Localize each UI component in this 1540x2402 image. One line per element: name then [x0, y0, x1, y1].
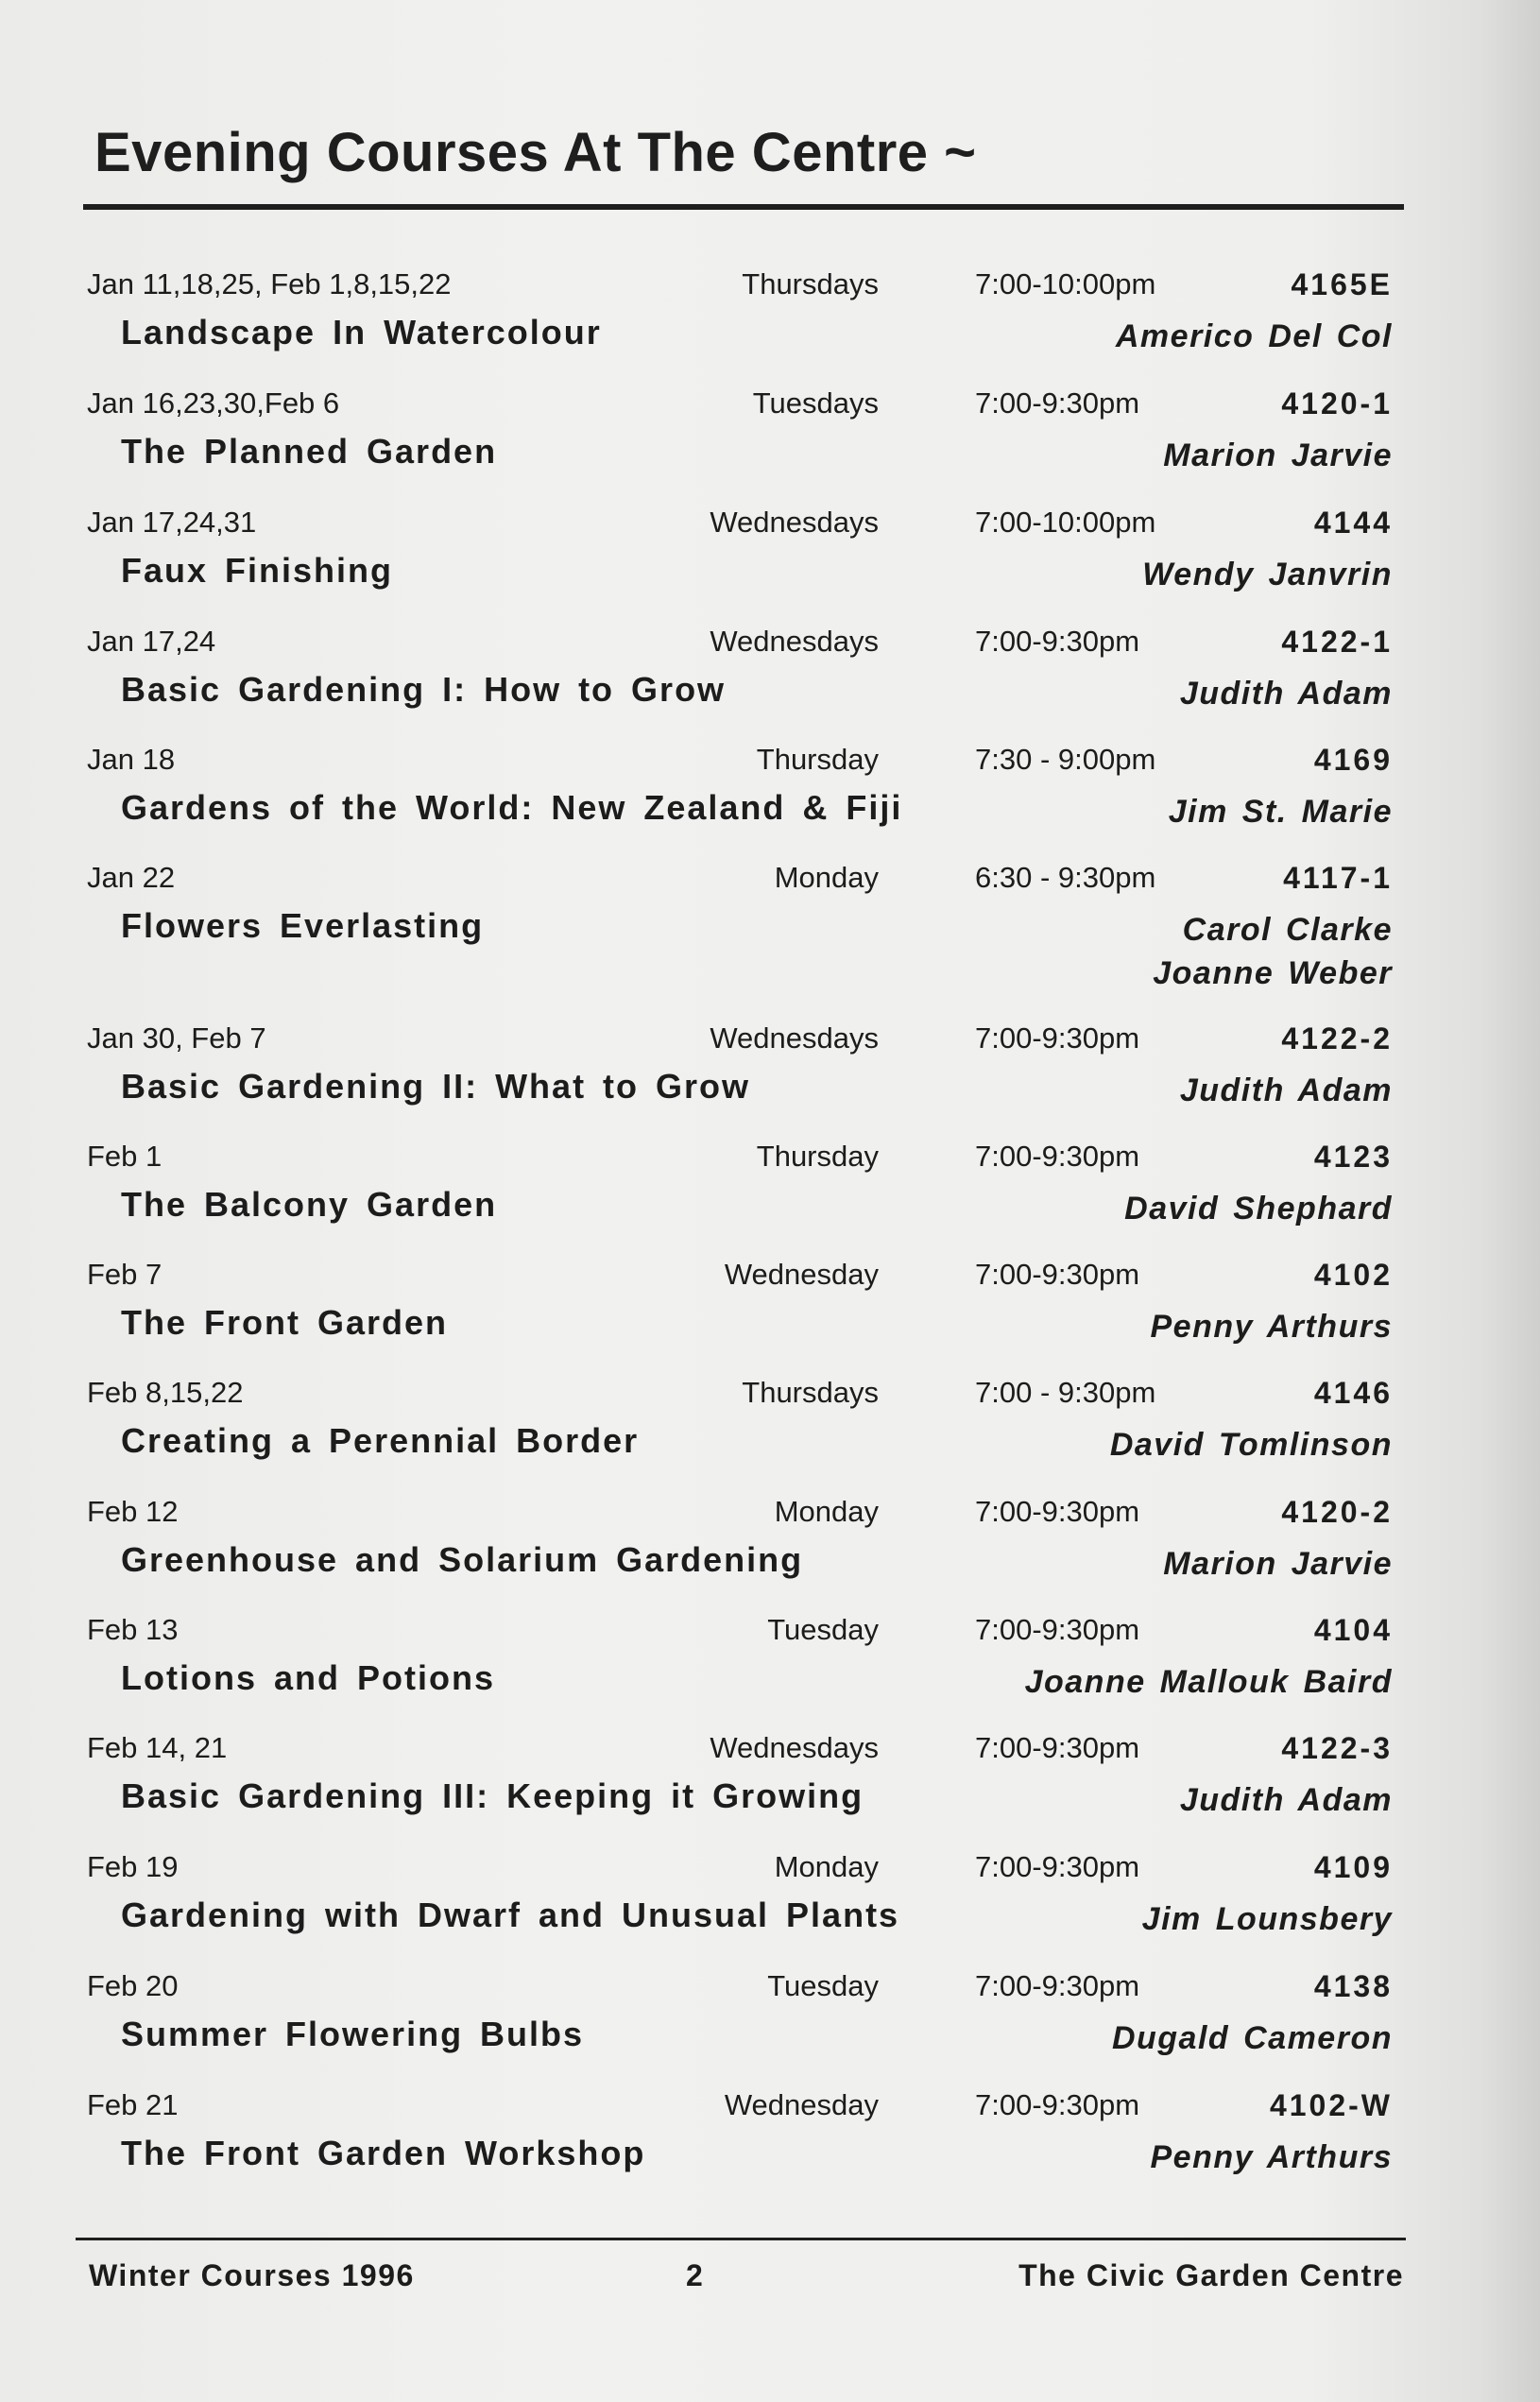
course-instructors: [1169, 790, 1393, 833]
footer-left: Winter Courses 1996: [89, 2258, 415, 2292]
course-code: 4146: [1313, 1376, 1393, 1410]
course-dates: Feb 19: [87, 1850, 179, 1883]
footer-right: The Civic Garden Centre: [1018, 2258, 1404, 2292]
course-instructors: [1110, 1423, 1393, 1467]
course-title: Gardens of the World: New Zealand & Fiji: [121, 788, 903, 827]
course-instructors: [1142, 1897, 1393, 1941]
course-instructors: [1150, 2136, 1393, 2179]
instructor-name: David Shephard: [1124, 1191, 1393, 1227]
course-day: Wednesdays: [710, 1021, 879, 1055]
course-title: The Planned Garden: [121, 432, 498, 471]
course-instructors: [1124, 1187, 1393, 1230]
course-code: 4165E: [1291, 267, 1393, 301]
course-dates: Feb 7: [87, 1258, 163, 1291]
course-dates: Jan 16,23,30,Feb 6: [87, 386, 340, 420]
course-entry: [0, 743, 1540, 856]
course-dates: Jan 17,24,31: [87, 506, 257, 539]
page-title: Evening Courses At The Centre ~: [94, 122, 977, 183]
course-dates: Jan 17,24: [87, 625, 216, 658]
course-day: Wednesday: [724, 1258, 879, 1291]
course-time: 7:00-9:30pm: [975, 1731, 1140, 1764]
course-title: Summer Flowering Bulbs: [121, 2015, 585, 2053]
instructor-name: Americo Del Col: [1115, 318, 1393, 354]
course-time: 7:00-9:30pm: [975, 1969, 1140, 2002]
course-time: 7:00-9:30pm: [975, 1850, 1140, 1883]
course-day: Wednesday: [724, 2088, 879, 2121]
course-title: Basic Gardening III: Keeping it Growing: [121, 1776, 864, 1815]
course-code: 4122-3: [1281, 1731, 1393, 1765]
instructor-name: Judith Adam: [1179, 676, 1393, 712]
course-entry: [0, 1969, 1540, 2083]
instructor-name: David Tomlinson: [1109, 1427, 1393, 1463]
course-entry: [0, 1731, 1540, 1844]
course-code: 4120-1: [1281, 386, 1393, 420]
course-instructors: [1180, 1069, 1393, 1112]
instructor-name: Wendy Janvrin: [1142, 557, 1393, 592]
course-instructors: [1180, 1778, 1393, 1822]
instructor-name: Penny Arthurs: [1150, 2139, 1393, 2175]
instructor-name: Marion Jarvie: [1163, 1546, 1393, 1582]
course-instructors: [1153, 908, 1393, 995]
course-time: 7:30 - 9:00pm: [975, 743, 1156, 776]
instructor-name: Marion Jarvie: [1163, 438, 1393, 473]
course-code: 4109: [1313, 1850, 1393, 1884]
course-entry: [0, 1140, 1540, 1253]
course-code: 4102: [1313, 1258, 1393, 1292]
course-dates: Feb 12: [87, 1495, 179, 1528]
course-entry: [0, 1613, 1540, 1726]
course-code: 4122-2: [1281, 1021, 1393, 1055]
course-title: Gardening with Dwarf and Unusual Plants: [121, 1896, 900, 1934]
course-time: 7:00-9:30pm: [975, 1140, 1140, 1173]
course-entry: [0, 2088, 1540, 2202]
course-instructors: [1112, 2016, 1393, 2060]
course-dates: Feb 13: [87, 1613, 179, 1646]
course-time: 7:00-9:30pm: [975, 625, 1140, 658]
course-time: 7:00-9:30pm: [975, 1258, 1140, 1291]
course-code: 4169: [1313, 743, 1393, 777]
course-entry: [0, 1258, 1540, 1371]
course-time: 7:00-9:30pm: [975, 1021, 1140, 1055]
course-day: Wednesdays: [710, 1731, 879, 1764]
course-entry: [0, 386, 1540, 500]
course-day: Tuesdays: [752, 386, 879, 420]
course-title: Faux Finishing: [121, 551, 394, 590]
instructor-name: Dugald Cameron: [1111, 2020, 1393, 2056]
course-day: Thursdays: [742, 267, 879, 300]
course-title: The Front Garden: [121, 1303, 449, 1342]
course-dates: Feb 21: [87, 2088, 179, 2121]
course-entry: [0, 861, 1540, 991]
course-day: Monday: [774, 1850, 879, 1883]
course-code: 4102-W: [1269, 2088, 1393, 2122]
footer-rule: [76, 2238, 1406, 2240]
course-day: Thursdays: [742, 1376, 879, 1409]
course-entry: [0, 1495, 1540, 1608]
instructor-name: Jim Lounsbery: [1141, 1901, 1393, 1937]
instructor-name: Carol Clarke: [1182, 912, 1393, 948]
course-day: Tuesday: [767, 1969, 879, 2002]
course-time: 6:30 - 9:30pm: [975, 861, 1156, 894]
course-dates: Feb 14, 21: [87, 1731, 228, 1764]
instructor-name: Judith Adam: [1179, 1782, 1393, 1818]
course-day: Monday: [774, 1495, 879, 1528]
course-day: Thursday: [756, 1140, 879, 1173]
course-code: 4104: [1313, 1613, 1393, 1647]
course-day: Monday: [774, 861, 879, 894]
course-time: 7:00-10:00pm: [975, 506, 1156, 539]
course-time: 7:00-9:30pm: [975, 1495, 1140, 1528]
course-entry: [0, 1376, 1540, 1489]
course-time: 7:00-9:30pm: [975, 1613, 1140, 1646]
course-title: Flowers Everlasting: [121, 906, 485, 945]
course-dates: Jan 30, Feb 7: [87, 1021, 266, 1055]
course-dates: Feb 1: [87, 1140, 163, 1173]
course-time: 7:00 - 9:30pm: [975, 1376, 1156, 1409]
course-time: 7:00-10:00pm: [975, 267, 1156, 300]
course-entry: [0, 1021, 1540, 1135]
course-entry: [0, 1850, 1540, 1964]
course-time: 7:00-9:30pm: [975, 386, 1140, 420]
course-day: Wednesdays: [710, 625, 879, 658]
course-title: The Front Garden Workshop: [121, 2134, 646, 2172]
course-day: Tuesday: [767, 1613, 879, 1646]
course-code: 4120-2: [1281, 1495, 1393, 1529]
course-entry: [0, 267, 1540, 381]
course-code: 4123: [1313, 1140, 1393, 1174]
instructor-name: Judith Adam: [1179, 1072, 1393, 1108]
course-title: Landscape In Watercolour: [121, 313, 602, 352]
course-instructors: [1163, 1542, 1393, 1586]
course-title: Lotions and Potions: [121, 1658, 495, 1697]
course-code: 4138: [1313, 1969, 1393, 2003]
course-title: Basic Gardening I: How to Grow: [121, 670, 727, 709]
course-instructors: [1142, 553, 1393, 596]
course-dates: Jan 18: [87, 743, 176, 776]
page-number: 2: [686, 2258, 705, 2292]
course-instructors: [1025, 1660, 1393, 1704]
course-title: Greenhouse and Solarium Gardening: [121, 1540, 804, 1579]
course-dates: Feb 20: [87, 1969, 179, 2002]
instructor-name: Joanne Weber: [1153, 955, 1393, 991]
instructor-name: Joanne Mallouk Baird: [1024, 1664, 1393, 1700]
course-dates: Jan 22: [87, 861, 176, 894]
course-code: 4122-1: [1281, 625, 1393, 659]
course-entry: [0, 506, 1540, 619]
course-day: Wednesdays: [710, 506, 879, 539]
course-instructors: [1150, 1305, 1393, 1348]
course-entry: [0, 625, 1540, 738]
course-instructors: [1163, 434, 1393, 477]
course-title: Basic Gardening II: What to Grow: [121, 1067, 751, 1106]
course-day: Thursday: [756, 743, 879, 776]
course-dates: Feb 8,15,22: [87, 1376, 244, 1409]
course-instructors: [1116, 315, 1393, 358]
course-instructors: [1180, 672, 1393, 715]
instructor-name: Jim St. Marie: [1168, 794, 1393, 830]
course-code: 4117-1: [1283, 861, 1393, 895]
course-code: 4144: [1313, 506, 1393, 540]
instructor-name: Penny Arthurs: [1150, 1309, 1393, 1345]
course-title: Creating a Perennial Border: [121, 1421, 640, 1460]
course-time: 7:00-9:30pm: [975, 2088, 1140, 2121]
course-dates: Jan 11,18,25, Feb 1,8,15,22: [87, 267, 452, 300]
course-title: The Balcony Garden: [121, 1185, 498, 1224]
